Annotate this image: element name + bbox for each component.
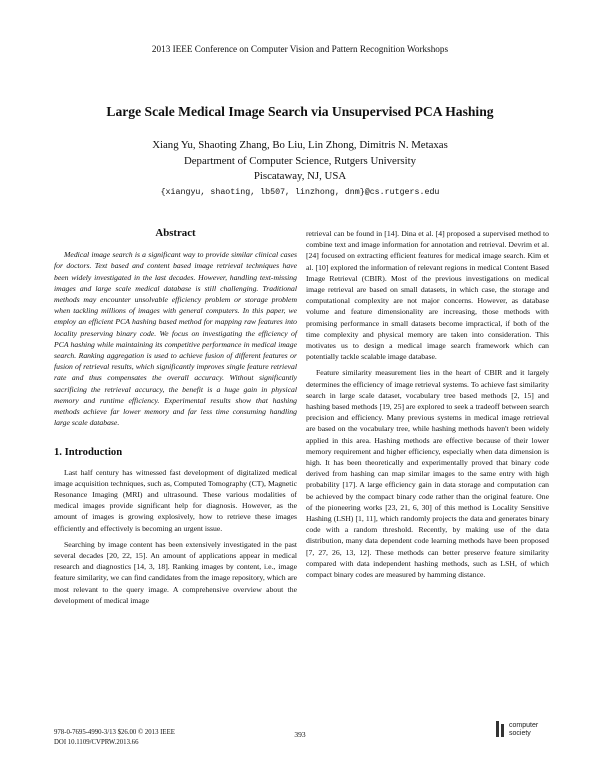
doi-line: DOI 10.1109/CVPRW.2013.66 xyxy=(54,738,139,746)
affiliation: Department of Computer Science, Rutgers University xyxy=(183,154,417,167)
location: Piscataway, NJ, USA xyxy=(253,170,347,182)
paragraph: Feature similarity measurement lies in the heart of CBIR and it largely determines the efficiency of image retrieval systems. To achieve fast similarity search in large scale dataset, vocabulary tree based methods [2, 15] and hashing based methods [19, 25] are explored to seek a tradeoff between search precision and efficiency. Many previous systems in medical image retrieval are based on the vocabulary tree, while hashing methods haven't been widely applied in this area. Hashing methods are effective because of their lower memory requirement and higher efficiency, especially when data dimension is high. It has been theoretically and experimentally proved that binary code derived from hashing can map similar images to the same entry with high probability [17]. A large efficiency gain in data storage and computation can be achieved by the compact binary code rather than the original feature. One of the pioneering works [23, 21, 6, 30] of this method is Locality Sensitive Hashing (LSH) [1, 11], which randomly projects the data and generates binary code with a random threshold. Recently, by making use of the data distribution, many data dependent code learning methods have been proposed [7, 27, 26, 13, 12]. These methods can better preserve feature similarity compared with data independent hashing methods, such as LSH, of which compact binary codes are measured by hamming distance. xyxy=(306,368,549,580)
logo-text xyxy=(509,722,538,737)
paragraph: Searching by image content has been extensively investigated in the past several decades [20, 22, 15]. An amount of applications appear in medical research and diagnostics [14, 3, 18]. Ranking images by content, i.e., image feature similarity, we can find candidates from the image repository, which are most relevant to the query image. A comprehensive overview about the development of medical image xyxy=(54,539,297,605)
logo-line-computer: computer xyxy=(509,722,539,729)
left-column xyxy=(54,228,297,611)
section-heading-introduction: 1. Introduction xyxy=(54,447,123,459)
paper-title: Large Scale Medical Image Search via Unsupervised PCA Hashing xyxy=(106,104,494,119)
ieee-cs-logo-icon xyxy=(495,720,507,738)
conference-header: 2013 IEEE Conference on Computer Vision and Pattern Recognition Workshops xyxy=(151,44,449,54)
abstract-heading: Abstract xyxy=(155,227,196,239)
computer-society-logo xyxy=(495,720,555,744)
abstract-text: Medical image search is a significant way to provide similar clinical cases for doctors. Text based and content based image retrieval techniques have been widely investigated in the last decades. However, handling text-missing images and large scale medical database is still challenging. Traditional methods may encounter unsolvable efficiency problem or storage problem when tackling millions of images with general computers. In this paper, we employ an efficient PCA hashing based method for mapping raw features into locality preserving binary code. We focus on investigating the efficiency of PCA hashing while maintaining its competitive performance in medical image search. Ranking aggregation is used to achieve fusion of different features or fusion of retrieval results, which significantly improves single feature retrieval rate and thus compensates the overall accuracy. Without significantly sacrificing the retrieval accuracy, the benefit is a huge gain in physical memory and runtime efficiency. Experimental results show that hashing methods achieve far lower memory and far less time consuming handling large scale database. xyxy=(54,250,297,428)
paragraph: retrieval can be found in [14]. Dina et al. [4] proposed a supervised method to combine text and image information for annotation and retrieval. Devrim et al. [24] focused on extracting efficient features for medical image search. Kim et al. [10] explored the information of relevant regions in medical Content Based Image Retrieval (CBIR). Most of the previous investigations on medical image retrieval are based on small datasets, in which case, the storage and computational complexity are not major concerns. However, as database volume and feature dimensionality are increasing, those methods with promising performance in small datasets become impractical, if both of the time complexity and physical memory are taken into consideration. This motivates us to design a medical image search framework which can potentially tackle scalable image database. xyxy=(306,229,549,362)
author-emails: {xiangyu, shaoting, lb507, linzhong, dnm}@cs.rutgers.edu xyxy=(160,187,440,197)
page-number: 393 xyxy=(294,730,306,739)
right-column xyxy=(306,228,549,585)
logo-line-society: society xyxy=(509,729,531,737)
author-block xyxy=(0,138,600,200)
author-names: Xiang Yu, Shaoting Zhang, Bo Liu, Lin Zhong, Dimitris N. Metaxas xyxy=(152,139,448,151)
isbn-line: 978-0-7695-4990-3/13 $26.00 © 2013 IEEE xyxy=(54,729,175,736)
paragraph: Last half century has witnessed fast development of digitalized medical image acquisition techniques, such as, Computed Tomography (CT), Magnetic Resonance Imaging (MRI) and ultrasound. These various modalities of medical images provide significant help for diagnosis. However, as the amount of images is growing explosively, how to retrieve these images efficiently and effectively is becoming an urgent issue. xyxy=(54,467,297,533)
